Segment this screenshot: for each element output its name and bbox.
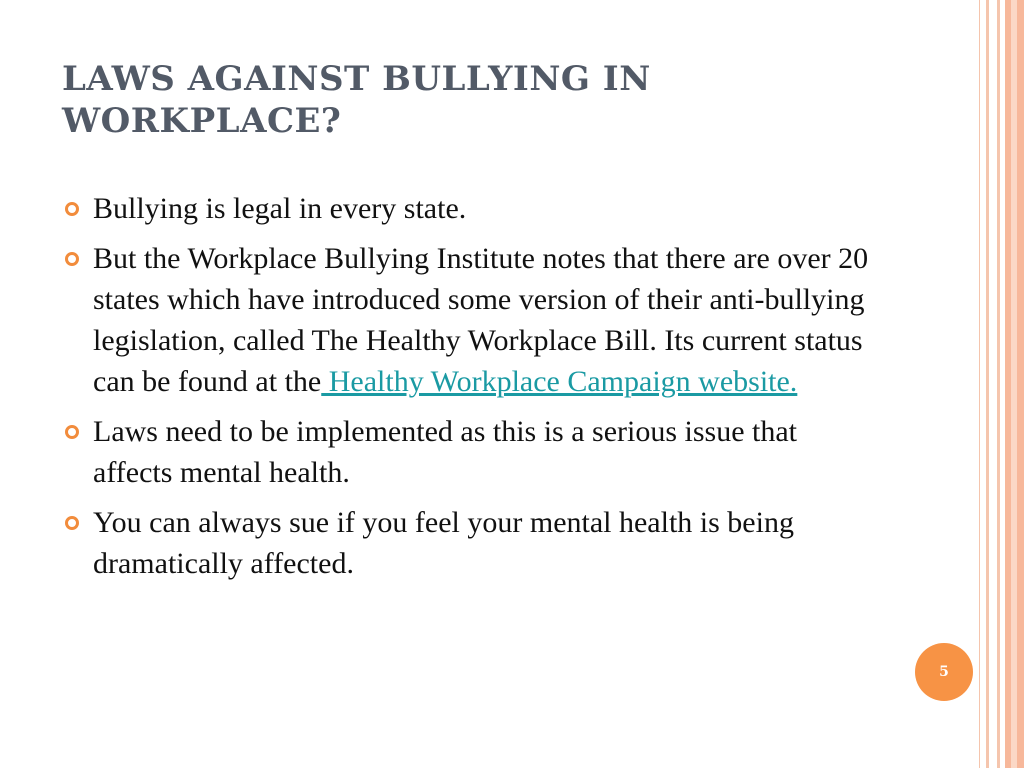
decorative-edge-band-inner xyxy=(1011,0,1017,768)
hollow-circle-bullet-icon xyxy=(65,516,79,530)
decorative-edge-line xyxy=(986,0,989,768)
hollow-circle-bullet-icon xyxy=(65,425,79,439)
decorative-edge-line xyxy=(979,0,980,768)
hollow-circle-bullet-icon xyxy=(65,252,79,266)
page-number-badge xyxy=(915,643,973,701)
bullet-text: Laws need to be implemented as this is a serious issue that affects mental health. xyxy=(93,415,798,489)
bullet-item xyxy=(62,411,872,493)
bullet-text: Bullying is legal in every state. xyxy=(93,192,467,225)
bullet-text: But the Workplace Bullying Institute notes that there are over 20 states which have introduced some version of their anti-bullying legislation, called The Healthy Workplace Bill. Its current status can be found at the xyxy=(93,242,869,398)
bullet-text: You can always sue if you feel your mental health is being dramatically affected. xyxy=(93,506,794,580)
bullet-list xyxy=(62,188,872,593)
slide-title: LAWS AGAINST BULLYING IN WORKPLACE? xyxy=(62,59,651,141)
page-number: 5 xyxy=(939,664,949,680)
hollow-circle-bullet-icon xyxy=(65,202,79,216)
bullet-item xyxy=(62,238,872,402)
bullet-item xyxy=(62,188,872,229)
decorative-edge-line xyxy=(997,0,1000,768)
healthy-workplace-campaign-link[interactable]: Healthy Workplace Campaign website. xyxy=(321,365,798,398)
bullet-item xyxy=(62,502,872,584)
